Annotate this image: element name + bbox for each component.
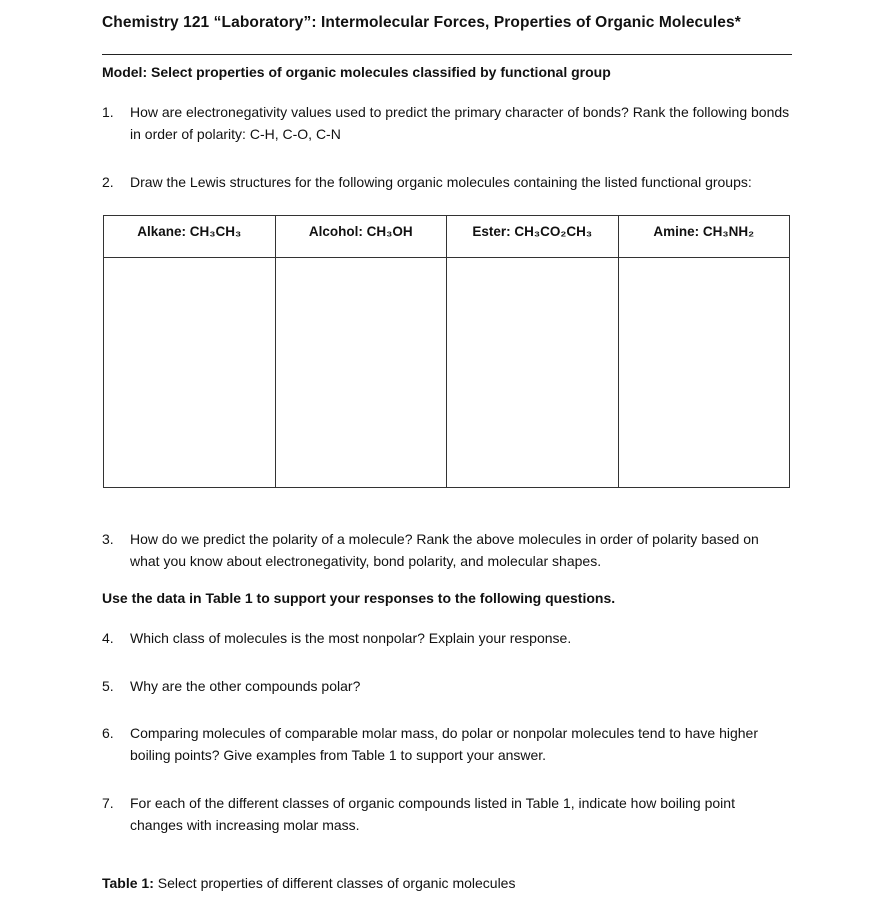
question-text: Comparing molecules of comparable molar mass, do polar or nonpolar molecules tend to have higher boiling points? Give examples from Table 1 to support your answer. — [130, 725, 758, 763]
drawing-cell-alcohol[interactable] — [275, 258, 447, 488]
question-number: 7. — [102, 795, 114, 811]
question-number: 1. — [102, 104, 114, 120]
question-6 — [102, 722, 792, 766]
caption-text: Select properties of different classes of organic molecules — [153, 875, 516, 891]
question-number: 2. — [102, 174, 114, 190]
question-number: 3. — [102, 531, 114, 547]
question-text: Why are the other compounds polar? — [130, 678, 361, 694]
question-text: For each of the different classes of organic compounds listed in Table 1, indicate how boiling point changes with increasing molar mass. — [130, 795, 735, 833]
table-row — [104, 258, 790, 488]
header-alcohol: Alcohol: CH₃OH — [275, 216, 447, 258]
question-2 — [102, 171, 792, 215]
model-heading: Model: Select properties of organic molecules classified by functional group — [102, 64, 611, 80]
caption-label: Table 1: — [102, 875, 154, 891]
header-amine: Amine: CH₃NH₂ — [618, 216, 790, 258]
lewis-structures-table — [103, 215, 790, 488]
question-text: How are electronegativity values used to predict the primary character of bonds? Rank the following bonds in order of polarity: C-H, C-O, C-N — [130, 104, 790, 142]
drawing-cell-alkane[interactable] — [104, 258, 276, 488]
question-5 — [102, 675, 792, 697]
question-3 — [102, 528, 792, 572]
header-alkane: Alkane: CH₃CH₃ — [104, 216, 276, 258]
question-text: Which class of molecules is the most nonpolar? Explain your response. — [130, 630, 572, 646]
use-data-instruction: Use the data in Table 1 to support your responses to the following questions. — [102, 590, 616, 606]
page-title: Chemistry 121 “Laboratory”: Intermolecular Forces, Properties of Organic Molecules* — [102, 14, 741, 31]
table-1-caption — [102, 875, 515, 891]
question-number: 4. — [102, 630, 114, 646]
drawing-cell-ester[interactable] — [447, 258, 619, 488]
question-text: Draw the Lewis structures for the following organic molecules containing the listed functional groups: — [130, 174, 752, 190]
question-1 — [102, 101, 792, 145]
header-ester: Ester: CH₃CO₂CH₃ — [447, 216, 619, 258]
table-header-row — [104, 216, 790, 258]
question-7 — [102, 792, 792, 836]
question-text: How do we predict the polarity of a molecule? Rank the above molecules in order of polarity based on what you know about electronegativity, bond polarity, and molecular shapes. — [130, 531, 759, 569]
question-number: 6. — [102, 725, 114, 741]
question-number: 5. — [102, 678, 114, 694]
question-4 — [102, 627, 792, 649]
drawing-cell-amine[interactable] — [618, 258, 790, 488]
title-divider — [102, 54, 792, 55]
